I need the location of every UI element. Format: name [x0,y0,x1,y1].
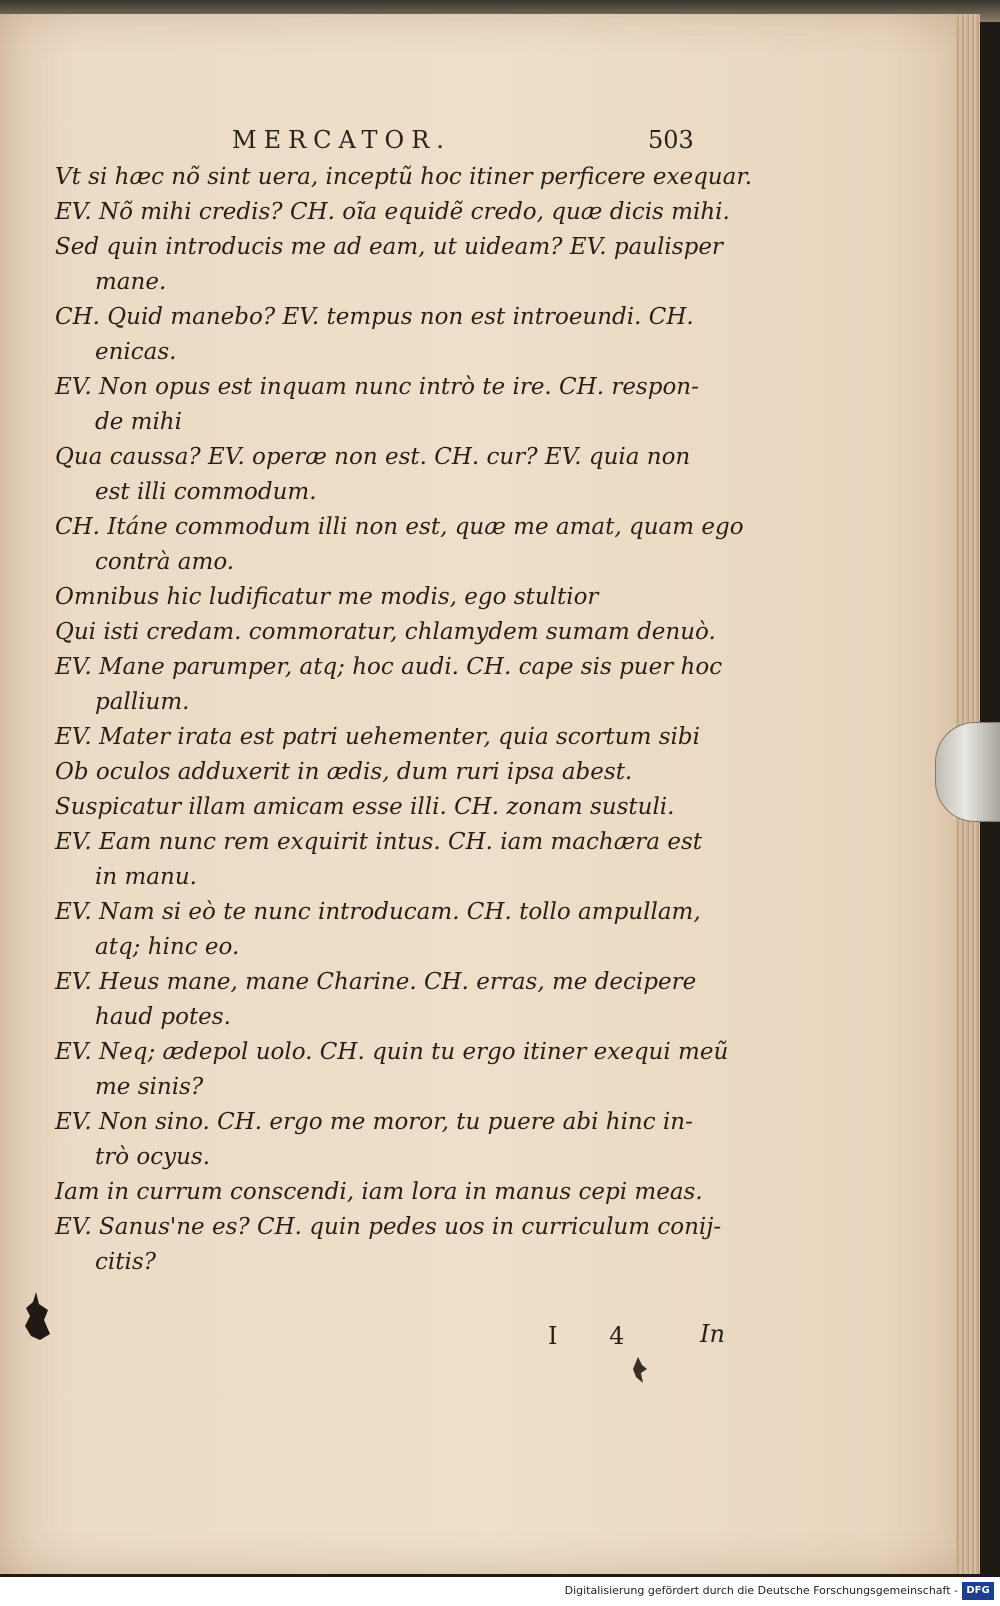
catchword: In [700,1320,725,1348]
text-line: pallium. [95,689,190,715]
text-line: EV. Mane parumper, atq; hoc audi. CH. cape sis puer hoc [55,654,723,680]
text-line: EV. Non opus est inquam nunc intrò te ire. CH. respon- [55,374,699,400]
text-line: EV. Sanus'ne es? CH. quin pedes uos in curriculum conij- [55,1214,722,1240]
text-line: Qua caussa? EV. operæ non est. CH. cur? EV. quia non [55,444,691,470]
text-line: EV. Nõ mihi credis? CH. oĩa equidẽ credo, quæ dicis mihi. [55,199,730,225]
text-line: citis? [95,1249,156,1275]
text-line: haud potes. [95,1004,231,1030]
text-line: Iam in currum conscendi, iam lora in manus cepi meas. [55,1179,703,1205]
text-line: est illi commodum. [95,479,317,505]
running-head: MERCATOR. [232,126,451,154]
text-line: enicas. [95,339,177,365]
ink-blot [22,1290,52,1342]
text-line: trò ocyus. [95,1144,211,1170]
text-block [55,160,753,1280]
text-line: in manu. [95,864,197,890]
text-line: EV. Neq; ædepol uolo. CH. quin tu ergo itiner exequi meũ [55,1039,729,1065]
text-line: EV. Mater irata est patri uehementer, quia scortum sibi [55,724,700,750]
dfg-logo-icon: DFG [962,1582,994,1600]
text-line: EV. Nam si eò te nunc introducam. CH. tollo ampullam, [55,899,701,925]
text-line: Qui isti credam. commoratur, chlamydem sumam denuò. [55,619,716,645]
text-line: Sed quin introducis me ad eam, ut uideam? EV. paulisper [55,234,723,260]
text-line: CH. Quid manebo? EV. tempus non est introeundi. CH. [55,304,694,330]
text-line: CH. Itáne commodum illi non est, quæ me amat, quam ego [55,514,744,540]
ink-mark [630,1355,650,1385]
page-number: 503 [648,126,694,154]
text-line: atq; hinc eo. [95,934,240,960]
text-line: EV. Non sino. CH. ergo me moror, tu puere abi hinc in- [55,1109,693,1135]
footer-credit: Digitalisierung gefördert durch die Deutsche Forschungsgemeinschaft - [564,1584,958,1597]
signature-mark: I 4 [548,1322,647,1350]
text-line: EV. Eam nunc rem exquirit intus. CH. iam machæra est [55,829,702,855]
text-line: EV. Heus mane, mane Charine. CH. erras, me decipere [55,969,697,995]
text-line: Suspicatur illam amicam esse illi. CH. zonam sustuli. [55,794,675,820]
text-line: Omnibus hic ludificatur me modis, ego stultior [55,584,599,610]
text-line: Ob oculos adduxerit in ædis, dum ruri ipsa abest. [55,759,633,785]
text-line: Vt si hæc nõ sint uera, inceptũ hoc itiner perficere exequar. [55,164,753,190]
text-line: me sinis? [95,1074,204,1100]
page-clip [935,722,1000,822]
text-line: de mihi [95,409,182,435]
text-line: mane. [95,269,167,295]
text-line: contrà amo. [95,549,235,575]
